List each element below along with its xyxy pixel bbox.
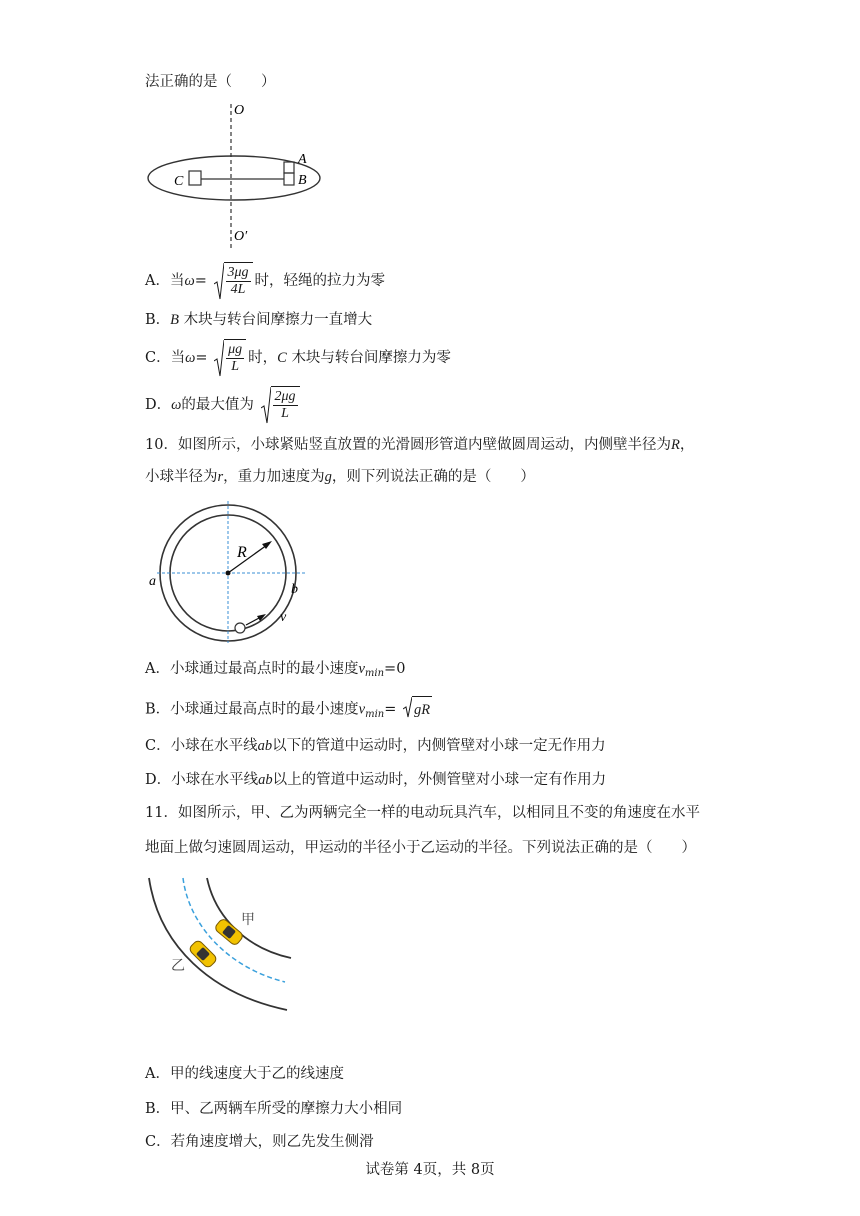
q10-option-d — [145, 770, 606, 790]
fraction-numerator: μg — [228, 342, 243, 357]
omega-symbol: ω — [171, 397, 182, 413]
label-block-c: C — [174, 174, 184, 189]
option-prefix: C．当 — [145, 350, 186, 366]
q9-option-d — [145, 386, 302, 424]
q10-stem-line-1 — [145, 435, 694, 455]
option-suffix: 木块与转台间摩擦力为零 — [291, 350, 451, 366]
label-block-b: B — [298, 173, 307, 188]
option-suffix: 时，轻绳的拉力为零 — [254, 273, 386, 289]
q11-option-c: C．若角速度增大，则乙先发生侧滑 — [145, 1134, 374, 1150]
page-footer: 试卷第 4页，共 8页 — [365, 1162, 495, 1178]
sqrt-expression — [214, 339, 246, 377]
variable-ab: ab — [257, 738, 273, 754]
q10-figure — [145, 497, 315, 647]
option-text: B．小球通过最高点时的最小速度 — [145, 701, 359, 718]
sqrt-expression — [214, 262, 253, 300]
option-text: D．小球在水平线 — [145, 772, 259, 788]
label-axis-top: O — [234, 103, 245, 118]
q9-option-c — [145, 339, 451, 377]
q9-figure — [140, 100, 340, 250]
option-prefix: A．当 — [145, 273, 185, 289]
fraction-denominator: 4L — [230, 282, 246, 297]
variable-r-upper: R — [670, 437, 680, 453]
label-radius: R — [237, 544, 247, 561]
option-mid: 的最大值为 — [181, 397, 254, 413]
q10-stem-line-2 — [145, 467, 535, 487]
label-block-a: A — [298, 152, 307, 167]
equals-sign: = — [384, 701, 397, 718]
stem-text: 10．如图所示，小球紧贴竖直放置的光滑圆形管道内壁做圆周运动，内侧壁半径为 — [145, 437, 671, 453]
q11-figure — [145, 872, 305, 1012]
stem-text: ，则下列说法正确的是（ ） — [331, 469, 535, 485]
stem-text: ， — [679, 437, 695, 453]
fraction-numerator: 3μg — [227, 265, 249, 280]
car-yi-icon — [188, 939, 218, 969]
option-mid: 时， — [248, 350, 278, 366]
q11-stem-line-2: 地面上做匀速圆周运动，甲运动的半径小于乙运动的半径。下列说法正确的是（ ） — [145, 840, 696, 856]
label-point-b: b — [291, 582, 298, 597]
radicand: gR — [412, 696, 432, 723]
equals-sign: = — [194, 273, 207, 289]
option-text: 以上的管道中运动时，外侧管壁对小球一定有作用力 — [272, 772, 607, 788]
option-text: A．小球通过最高点时的最小速度 — [145, 661, 359, 677]
stem-text: ，重力加速度为 — [223, 469, 325, 485]
label-velocity: v — [280, 610, 287, 625]
subscript-min: min — [364, 668, 385, 679]
option-prefix: B． — [145, 312, 171, 328]
option-text: C．小球在水平线 — [145, 738, 258, 754]
variable-c: C — [277, 350, 287, 366]
fraction-numerator: 2μg — [274, 389, 296, 404]
q9-stem-tail: 法正确的是（ ） — [145, 74, 276, 90]
label-jia: 甲 — [241, 912, 255, 928]
q9-option-b — [145, 310, 372, 330]
label-axis-bottom: O′ — [234, 229, 248, 244]
q11-option-b: B．甲、乙两辆车所受的摩擦力大小相同 — [145, 1101, 403, 1117]
sqrt-expression — [403, 696, 432, 723]
q11-stem-line-1: 11．如图所示，甲、乙为两辆完全一样的电动玩具汽车，以相同且不变的角速度在水平 — [145, 805, 700, 821]
q10-option-c — [145, 736, 606, 756]
label-yi: 乙 — [171, 958, 185, 974]
q10-option-a — [145, 659, 405, 681]
variable-r-lower: r — [217, 469, 224, 485]
option-tail: =0 — [384, 661, 406, 677]
subscript-min: min — [365, 708, 385, 720]
variable-v: v — [358, 701, 366, 718]
stem-text: 小球半径为 — [145, 469, 218, 485]
option-text: 以下的管道中运动时，内侧管壁对小球一定无作用力 — [272, 738, 606, 754]
label-point-a: a — [149, 574, 156, 589]
omega-symbol: ω — [185, 350, 196, 366]
variable-b: B — [170, 312, 180, 328]
fraction-denominator: L — [281, 406, 289, 421]
fraction-denominator: L — [231, 359, 240, 374]
variable-ab: ab — [258, 772, 273, 788]
variable-v: v — [358, 661, 365, 677]
q11-option-a: A．甲的线速度大于乙的线速度 — [145, 1066, 344, 1082]
option-suffix: 木块与转台间摩擦力一直增大 — [183, 312, 373, 328]
sqrt-expression — [261, 386, 300, 424]
variable-g: g — [324, 469, 332, 485]
q9-option-a — [145, 262, 385, 300]
q10-option-b — [145, 696, 434, 725]
option-prefix: D． — [145, 397, 172, 413]
equals-sign: = — [195, 350, 208, 366]
omega-symbol: ω — [184, 273, 195, 289]
